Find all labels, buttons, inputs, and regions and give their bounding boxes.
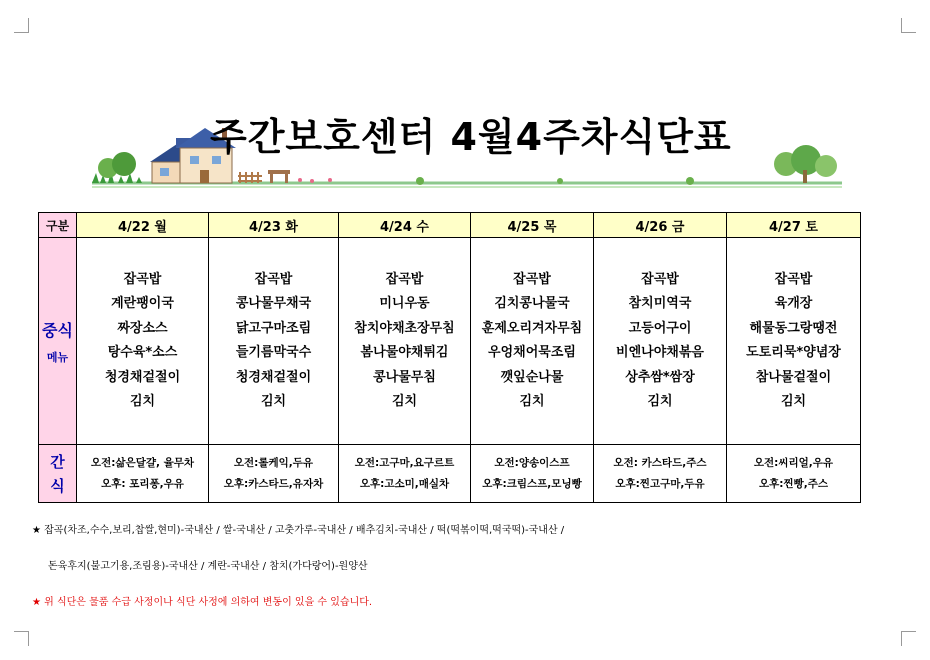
dish: 청경채겉절이 bbox=[104, 369, 181, 385]
dish: 김치 bbox=[519, 394, 545, 409]
dish: 참나물겉절이 bbox=[755, 369, 832, 385]
snack-am: 오전:삶은달걀, 율무차 bbox=[90, 456, 195, 469]
snack-am: 오전:양송이스프 bbox=[494, 456, 570, 469]
dish: 깻잎순나물 bbox=[500, 369, 564, 385]
dish: 잡곡밥 bbox=[385, 271, 424, 287]
snack-pm: 오후:크림스프,모닝빵 bbox=[482, 477, 582, 490]
snack-pm: 오후:찐빵,주스 bbox=[758, 477, 829, 490]
snack-am: 오전:고구마,요구르트 bbox=[354, 456, 455, 469]
lunch-cell bbox=[339, 238, 471, 445]
dish: 콩나물무침 bbox=[373, 369, 436, 385]
dish: 잡곡밥 bbox=[254, 271, 293, 287]
house-banner-illustration bbox=[0, 0, 930, 200]
dish: 참치야채초장무침 bbox=[354, 320, 455, 336]
snack-am: 오전:롤케익,두유 bbox=[233, 456, 314, 469]
snack-label-top: 간 bbox=[50, 452, 65, 471]
dish: 봄나물야채튀김 bbox=[360, 345, 449, 360]
dish: 잡곡밥 bbox=[513, 271, 551, 287]
dish: 짜장소스 bbox=[117, 320, 168, 336]
dish: 김치 bbox=[647, 394, 673, 409]
dish: 김치 bbox=[260, 394, 287, 409]
dish: 콩나물무채국 bbox=[235, 296, 312, 311]
dish: 상추쌈*쌈장 bbox=[625, 369, 695, 385]
page-corner-mark bbox=[14, 631, 29, 646]
change-warning-note: ★ 위 식단은 물품 수급 사정이나 식단 사정에 의하여 변동이 있을 수 있습니다. bbox=[32, 597, 373, 608]
snack-cell bbox=[594, 445, 727, 503]
snack-label-bottom: 식 bbox=[50, 476, 65, 495]
page-title: 주간보호센터 4월4주차식단표 bbox=[210, 115, 732, 159]
dish: 계란팽이국 bbox=[111, 296, 174, 311]
snack-pm: 오후: 포리퐁,우유 bbox=[101, 477, 184, 490]
origin-note-line-2: 돈육후지(불고기용,조림용)-국내산 / 계란-국내산 / 참치(가다랑어)-원양산 bbox=[48, 561, 368, 572]
dish: 도토리묵*양념장 bbox=[746, 345, 841, 360]
dish: 닭고구마조림 bbox=[235, 320, 312, 336]
lunch-row-label bbox=[39, 238, 77, 445]
lunch-cell bbox=[471, 238, 594, 445]
snack-am: 오전:씨리얼,우유 bbox=[753, 456, 834, 469]
dish: 미니우동 bbox=[379, 296, 430, 311]
day-header: 4/22 월 bbox=[77, 213, 209, 238]
snack-cell bbox=[339, 445, 471, 503]
page-corner-mark bbox=[901, 631, 916, 646]
dish: 참치미역국 bbox=[628, 296, 692, 311]
lunch-cell bbox=[77, 238, 209, 445]
dish: 김치 bbox=[129, 394, 156, 409]
lunch-cell bbox=[594, 238, 727, 445]
lunch-cell bbox=[209, 238, 339, 445]
lunch-cell bbox=[727, 238, 861, 445]
dish: 잡곡밥 bbox=[641, 271, 679, 287]
snack-pm: 오후:고소미,매실차 bbox=[359, 477, 450, 490]
dish: 잡곡밥 bbox=[774, 271, 813, 287]
snack-pm: 오후:카스타드,유자차 bbox=[223, 477, 324, 490]
dish: 들기름막국수 bbox=[235, 345, 312, 360]
day-header: 4/25 목 bbox=[471, 213, 594, 238]
dish: 육개장 bbox=[774, 296, 813, 311]
snack-cell bbox=[727, 445, 861, 503]
day-header: 4/27 토 bbox=[727, 213, 861, 238]
snack-cell bbox=[77, 445, 209, 503]
snack-cell bbox=[209, 445, 339, 503]
lunch-label: 중식 bbox=[42, 320, 73, 340]
dish: 해물동그랑땡전 bbox=[749, 320, 838, 336]
dish: 비엔나야채볶음 bbox=[616, 345, 704, 360]
snack-cell bbox=[471, 445, 594, 503]
dish: 고등어구이 bbox=[628, 320, 692, 336]
snack-row-label bbox=[39, 445, 77, 503]
dish: 훈제오리겨자무침 bbox=[481, 320, 583, 336]
menu-label: 메뉴 bbox=[46, 350, 69, 364]
dish: 청경채겉절이 bbox=[235, 369, 312, 385]
dish: 탕수육*소스 bbox=[107, 345, 178, 360]
header-label: 구분 bbox=[39, 213, 77, 238]
dish: 김치콩나물국 bbox=[494, 296, 570, 311]
dish: 잡곡밥 bbox=[123, 271, 162, 287]
dish: 김치 bbox=[780, 394, 807, 409]
day-header: 4/23 화 bbox=[209, 213, 339, 238]
meal-plan-table bbox=[38, 212, 861, 503]
snack-am: 오전: 카스타드,주스 bbox=[613, 456, 707, 469]
day-header: 4/24 수 bbox=[339, 213, 471, 238]
origin-note-line-1: ★ 잡곡(차조,수수,보리,찹쌀,현미)-국내산 / 쌀-국내산 / 고춧가루-국내산 / 배추김치-국내산 / 떡(떡볶이떡,떡국떡)-국내산 / bbox=[32, 525, 565, 536]
dish: 김치 bbox=[391, 394, 418, 409]
dish: 우엉채어묵조림 bbox=[488, 345, 576, 360]
day-header: 4/26 금 bbox=[594, 213, 727, 238]
snack-pm: 오후:찐고구마,두유 bbox=[615, 477, 705, 490]
